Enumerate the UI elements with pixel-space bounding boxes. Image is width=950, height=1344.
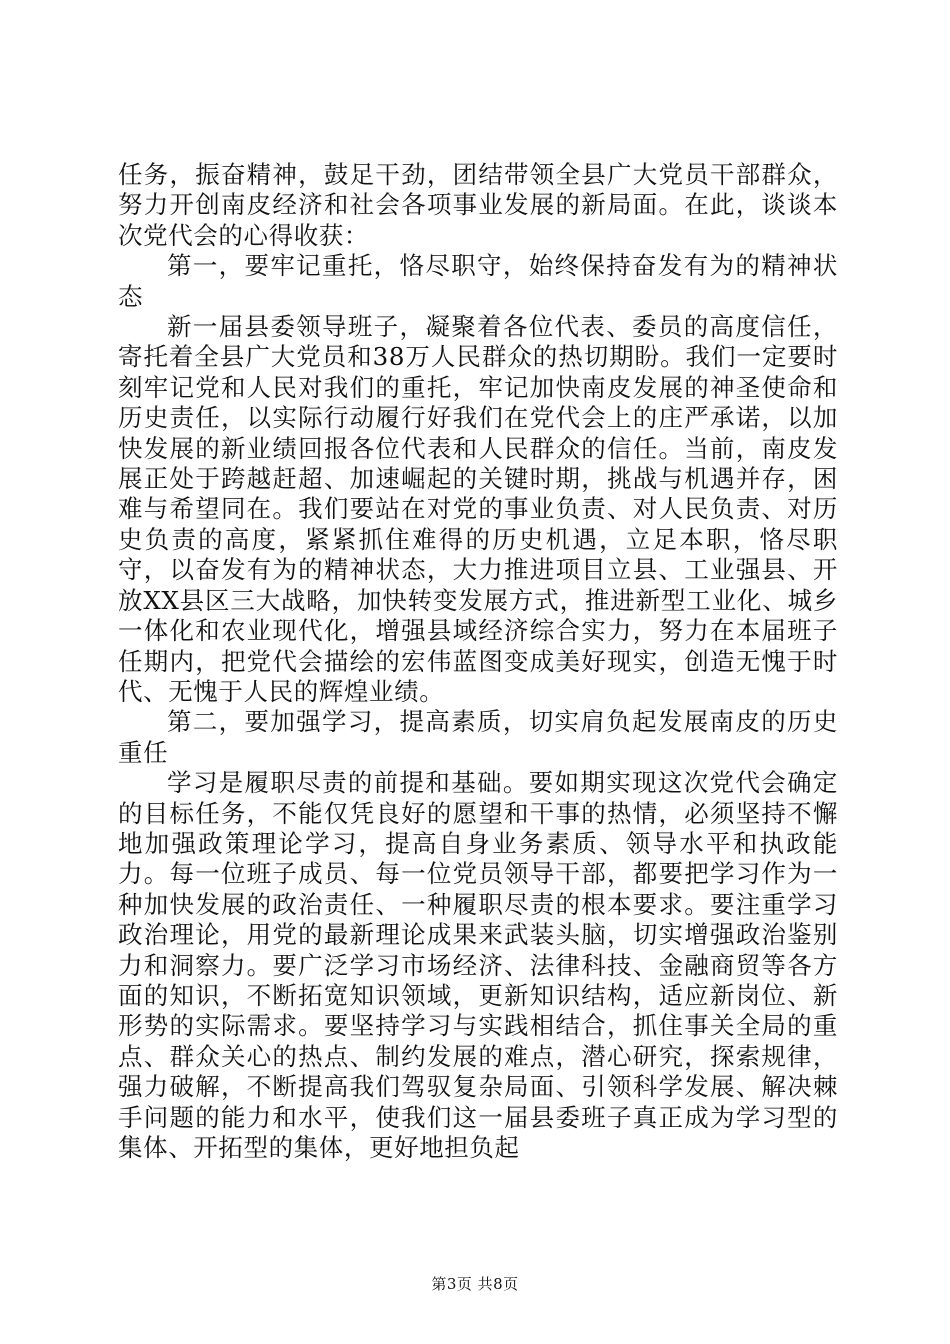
page-number-footer: 第3页 共8页 (431, 1275, 519, 1293)
paragraph-continuation: 任务，振奋精神，鼓足干劲，团结带领全县广大党员干部群众，努力开创南皮经济和社会各项事业发展的新局面。在此，谈谈本次党代会的心得收获： (118, 160, 838, 250)
section-heading-second: 第二，要加强学习，提高素质，切实肩负起发展南皮的历史重任 (118, 707, 838, 767)
document-body (118, 160, 838, 1163)
paragraph-second-section-body: 学习是履职尽责的前提和基础。要如期实现这次党代会确定的目标任务，不能仅凭良好的愿望和干事的热情，必须坚持不懈地加强政策理论学习，提高自身业务素质、领导水平和执政能力。每一位班子成员、每一位党员领导干部，都要把学习作为一种加快发展的政治责任、一种履职尽责的根本要求。要注重学习政治理论，用党的最新理论成果来武装头脑，切实增强政治鉴别力和洞察力。要广泛学习市场经济、法律科技、金融商贸等各方面的知识，不断拓宽知识领域，更新知识结构，适应新岗位、新形势的实际需求。要坚持学习与实践相结合，抓住事关全局的重点、群众关心的热点、制约发展的难点，潜心研究，探索规律，强力破解，不断提高我们驾驭复杂局面、引领科学发展、解决棘手问题的能力和水平，使我们这一届县委班子真正成为学习型的集体、开拓型的集体，更好地担负起 (118, 768, 838, 1162)
section-heading-first: 第一，要牢记重托，恪尽职守，始终保持奋发有为的精神状态 (118, 251, 838, 311)
paragraph-first-section-body: 新一届县委领导班子，凝聚着各位代表、委员的高度信任，寄托着全县广大党员和38万人民群众的热切期盼。我们一定要时刻牢记党和人民对我们的重托，牢记加快南皮发展的神圣使命和历史责任，以实际行动履行好我们在党代会上的庄严承诺，以加快发展的新业绩回报各位代表和人民群众的信任。当前，南皮发展正处于跨越赶超、加速崛起的关键时期，挑战与机遇并存，困难与希望同在。我们要站在对党的事业负责、对人民负责、对历史负责的高度，紧紧抓住难得的历史机遇，立足本职，恪尽职守，以奋发有为的精神状态，大力推进项目立县、工业强县、开放XX县区三大战略，加快转变发展方式，推进新型工业化、城乡一体化和农业现代化，增强县域经济综合实力，努力在本届班子任期内，把党代会描绘的宏伟蓝图变成美好现实，创造无愧于时代、无愧于人民的辉煌业绩。 (118, 312, 838, 706)
